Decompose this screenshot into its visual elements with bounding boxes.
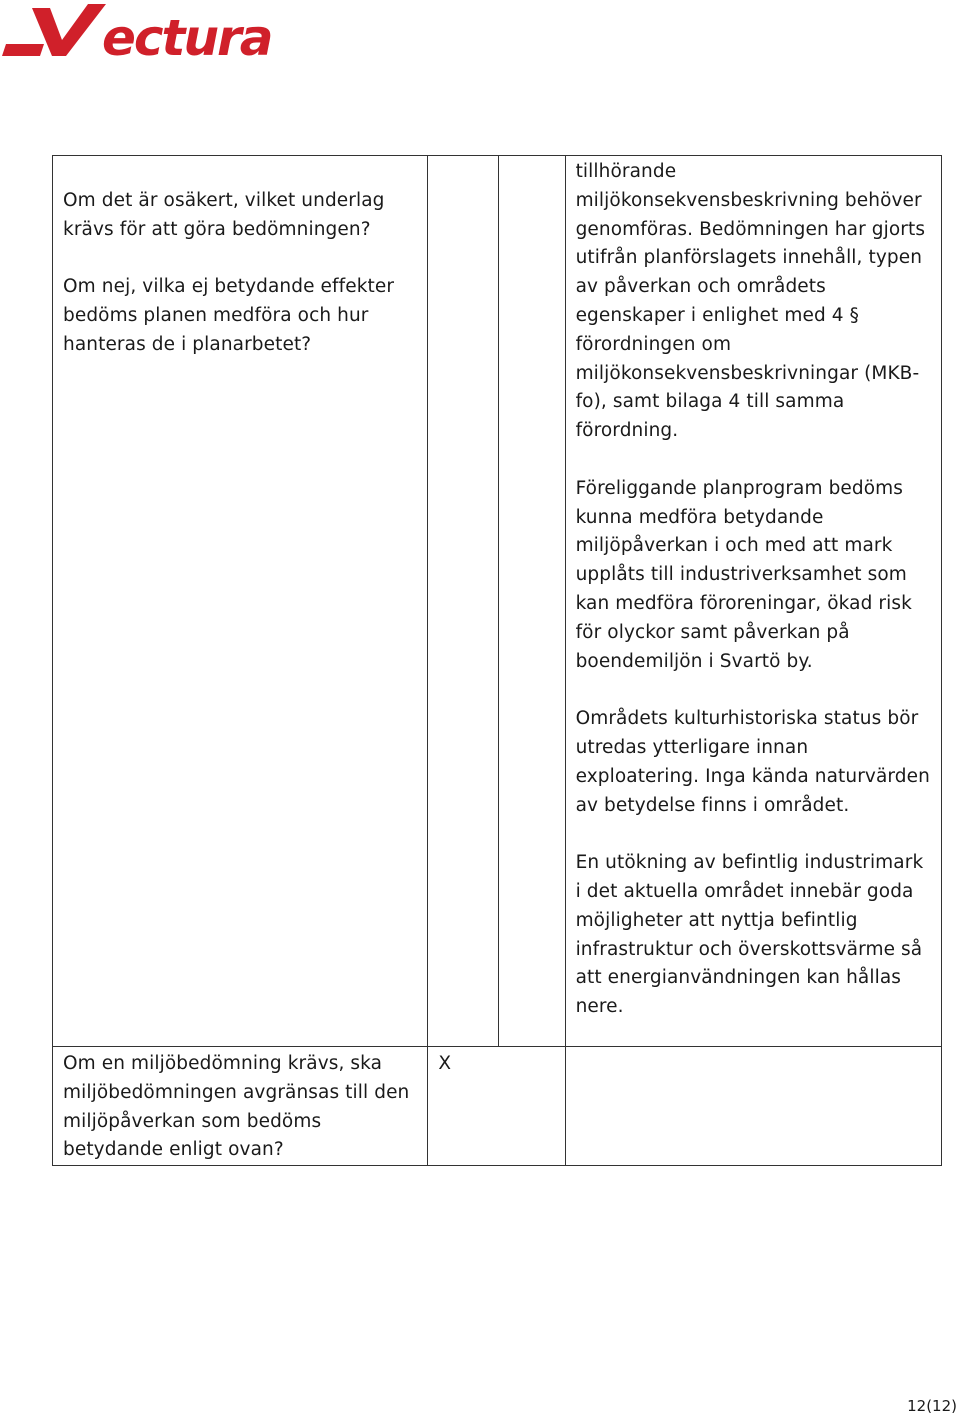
no-cell [498, 156, 565, 1047]
question-cell [53, 156, 428, 1047]
vectura-logo [2, 0, 277, 62]
page-number: 12(12) [907, 1397, 957, 1415]
question-no: Om nej, vilka ej betydande effekter bedöms planen medföra och hur hanteras de i planarbetet? [63, 276, 395, 355]
emphasis-nej: nej [101, 276, 131, 298]
emphasis-osakert: osäkert [163, 190, 233, 211]
question-uncertain: Om det är osäkert, vilket underlag krävs för att göra bedömningen? [63, 190, 385, 240]
mark-cell [428, 1047, 565, 1166]
answer-paragraph: tillhörande miljökonsekvensbeskrivning behöver genomföras. Bedömningen har gjorts utifrån planförslagets innehåll, typen av påverkan och områdets egenskaper i enlighet med 4 § förordningen om miljökonsekvensbeskrivningar (MKB-fo), samt bilaga 4 till samma förordning. [575, 161, 926, 442]
table-row [53, 1047, 942, 1166]
screening-table [52, 155, 942, 1166]
question-delimitation: Om en miljöbedömning krävs, ska miljöbedömningen avgränsas till den miljöpåverkan som bedöms betydande enligt ovan? [63, 1053, 410, 1161]
answer-cell [565, 1047, 941, 1166]
answer-paragraph: Områdets kulturhistoriska status bör utredas ytterligare innan exploatering. Inga kända naturvärden av betydelse finns i området. [575, 708, 930, 816]
answer-paragraph: Föreliggande planprogram bedöms kunna medföra betydande miljöpåverkan i och med att mark upplåts till industriverksamhet som kan medföra föroreningar, ökad risk för olyckor samt påverkan på boendemiljön i Svartö by. [575, 477, 912, 672]
answer-paragraph: En utökning av befintlig industrimark i det aktuella området innebär goda möjligheter att nyttja befintlig infrastruktur och överskottsvärme så att energianvändningen kan hållas nere. [575, 852, 924, 1018]
table-row [53, 156, 942, 1047]
question-cell [53, 1047, 428, 1166]
svg-text:ectura: ectura [102, 9, 272, 62]
yes-cell [428, 156, 498, 1047]
answer-cell [565, 156, 941, 1047]
x-mark: X [438, 1053, 452, 1074]
